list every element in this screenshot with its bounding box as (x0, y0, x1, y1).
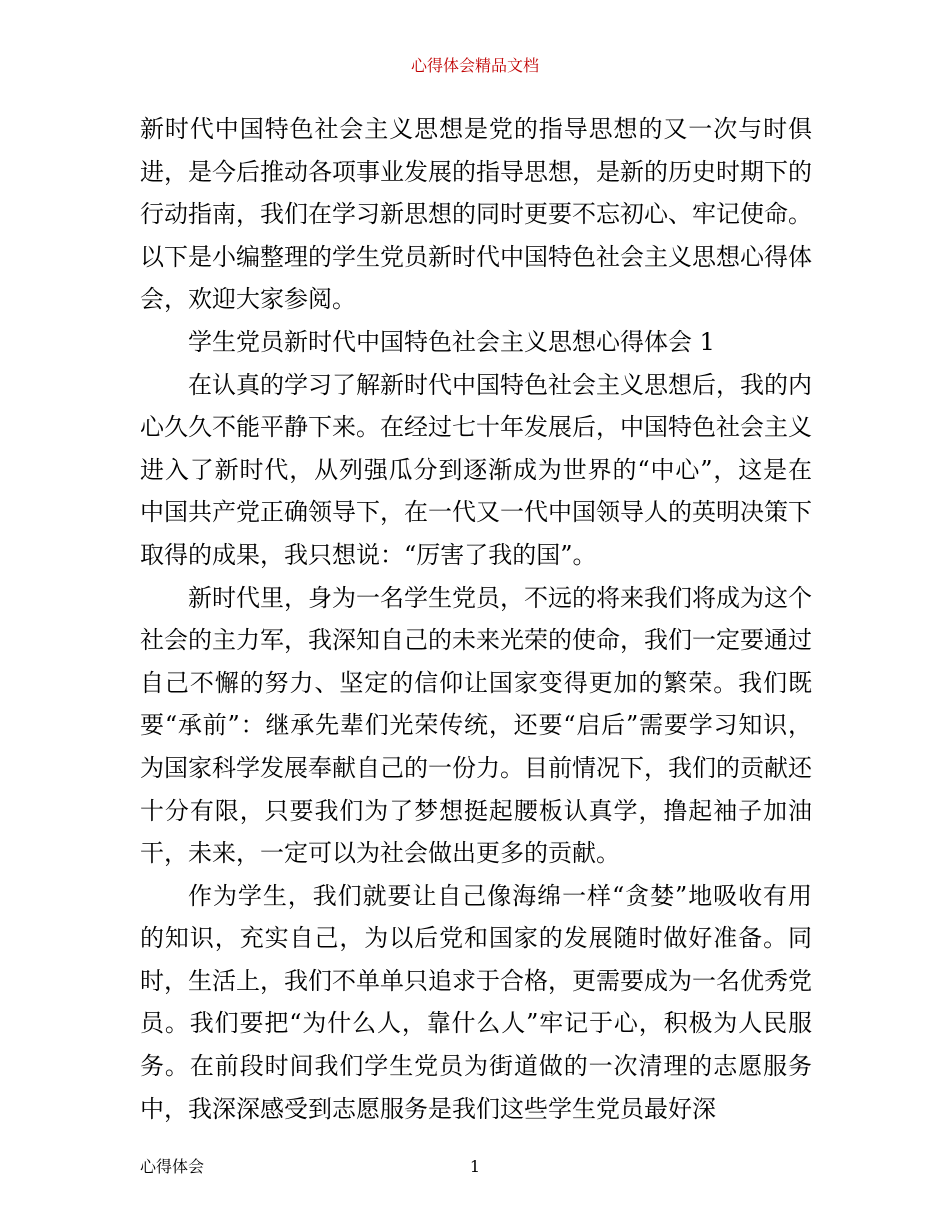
intro-paragraph: 新时代中国特色社会主义思想是党的指导思想的又一次与时俱进，是今后推动各项事业发展的指导思想，是新的历史时期下的行动指南，我们在学习新思想的同时更要不忘初心、牢记使命。以下是小编整理的学生党员新时代中国特色社会主义思想心得体会，欢迎大家参阅。 (140, 115, 812, 314)
page-header-title: 心得体会精品文档 (410, 56, 539, 75)
page-number: 1 (469, 1157, 481, 1176)
body-paragraph-1: 在认真的学习了解新时代中国特色社会主义思想后，我的内心久久不能平静下来。在经过七十年发展后，中国特色社会主义进入了新时代，从列强瓜分到逐渐成为世界的“中心”，这是在中国共产党正确领导下，在一代又一代中国领导人的英明决策下取得的成果，我只想说：“厉害了我的国”。 (140, 370, 812, 569)
document-body (140, 108, 812, 1130)
footer-label: 心得体会 (140, 1157, 205, 1176)
section-heading: 学生党员新时代中国特色社会主义思想心得体会 1 (188, 327, 715, 356)
body-paragraph-2: 新时代里，身为一名学生党员，不远的将来我们将成为这个社会的主力军，我深知自己的未来光荣的使命，我们一定要通过自己不懈的努力、坚定的信仰让国家变得更加的繁荣。我们既要“承前”：继承先辈们光荣传统，还要“启后”需要学习知识，为国家科学发展奉献自己的一份力。目前情况下，我们的贡献还十分有限，只要我们为了梦想挺起腰板认真学，撸起袖子加油干，未来，一定可以为社会做出更多的贡献。 (140, 583, 812, 868)
body-paragraph-3: 作为学生，我们就要让自己像海绵一样“贪婪”地吸收有用的知识，充实自己，为以后党和国家的发展随时做好准备。同时，生活上，我们不单单只追求于合格，更需要成为一名优秀党员。我们要把“为什么人，靠什么人”牢记于心，积极为人民服务。在前段时间我们学生党员为街道做的一次清理的志愿服务中，我深深感受到志愿服务是我们这些学生党员最好深 (140, 881, 812, 1123)
